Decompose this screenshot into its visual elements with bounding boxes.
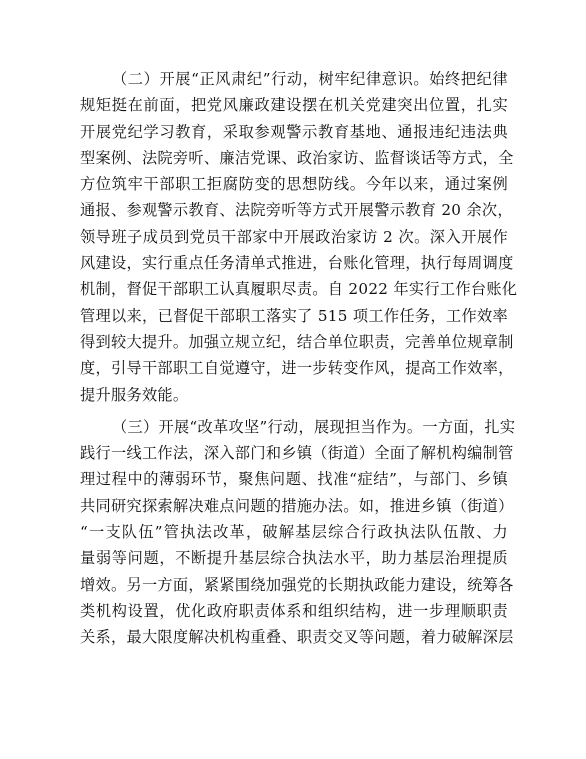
paragraph-line: 度，引导干部职工自觉遵守，进一步转变作风，提高工作效率， <box>80 359 514 378</box>
paragraph-line: 量弱等问题，不断提升基层综合执法水平，助力基层治理提质 <box>80 549 508 568</box>
paragraph-zhengfeng-suji <box>80 66 518 408</box>
paragraph-line: 践行一线工作法，深入部门和乡镇（街道）全面了解机构编制管 <box>80 444 514 463</box>
paragraph-line: “一支队伍”管执法改革，破解基层综合行政执法队伍散、力 <box>80 523 508 542</box>
paragraph-line: 规矩挺在前面，把党风廉政建设摆在机关党建突出位置，扎实 <box>80 96 508 115</box>
paragraph-line: （二）开展“正风肃纪”行动，树牢纪律意识。始终把纪律 <box>112 70 508 88</box>
paragraph-line: 开展党纪学习教育，采取参观警示教育基地、通报违纪违法典 <box>80 122 508 141</box>
paragraph-line: 得到较大提升。加强立规立纪，结合单位职责，完善单位规章制 <box>80 332 514 351</box>
paragraph-line: 共同研究探索解决难点问题的措施办法。如，推进乡镇（街道） <box>80 496 514 515</box>
paragraph-line: 方位筑牢干部职工拒腐防变的思想防线。今年以来，通过案例 <box>80 175 508 194</box>
document-page <box>80 66 518 651</box>
paragraph-line: 领导班子成员到党员干部家中开展政治家访 2 次。深入开展作 <box>80 227 508 246</box>
paragraph-line: 型案例、法院旁听、廉洁党课、政治家访、监督谈话等方式，全 <box>80 148 514 167</box>
paragraph-line: 增效。另一方面，紧紧围绕加强党的长期执政能力建设，统筹各 <box>80 575 514 594</box>
paragraph-line: 机制，督促干部职工认真履职尽责。自 2022 年实行工作台账化 <box>80 280 518 299</box>
paragraph-gaige-gongjian <box>80 414 516 651</box>
paragraph-line: 提升服务效能。 <box>80 385 189 404</box>
paragraph-line: 风建设，实行重点任务清单式推进，台账化管理，执行每周调度 <box>80 254 514 273</box>
paragraph-line: 理过程中的薄弱环节，聚焦问题、找准“症结”，与部门、乡镇 <box>80 470 508 489</box>
paragraph-line: 管理以来，已督促干部职工落实了 515 项工作任务，工作效率 <box>80 306 508 325</box>
paragraph-line: （三）开展“改革攻坚”行动，展现担当作为。一方面，扎实 <box>112 417 516 436</box>
paragraph-line: 关系，最大限度解决机构重叠、职责交叉等问题，着力破解深层 <box>80 628 514 647</box>
paragraph-line: 通报、参观警示教育、法院旁听等方式开展警示教育 20 余次， <box>80 201 513 220</box>
paragraph-line: 类机构设置，优化政府职责体系和组织结构，进一步理顺职责 <box>80 601 508 620</box>
